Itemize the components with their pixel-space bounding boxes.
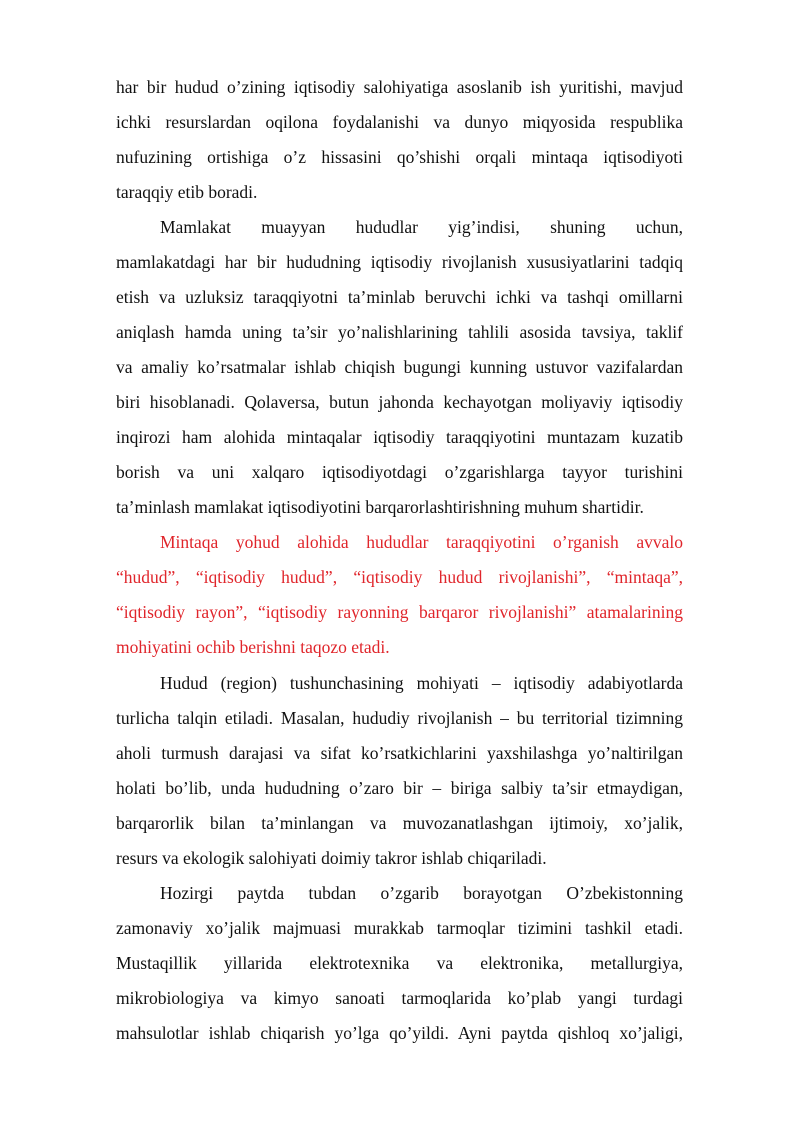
text-line: holati bo’lib, unda hududning o’zaro bir – biriga salbiy ta’sir etmaydigan, (116, 778, 683, 798)
text-line: inqirozi ham alohida mintaqalar iqtisodiy taraqqiyotini muntazam kuzatib (116, 427, 683, 447)
text-line: zamonaviy xo’jalik majmuasi murakkab tarmoqlar tizimini tashkil etadi. (116, 918, 683, 938)
paragraph-start-line: Mamlakat muayyan hududlar yig’indisi, shuning uchun, (160, 217, 683, 237)
text-line: Mustaqillik yillarida elektrotexnika va elektronika, metallurgiya, (116, 953, 683, 973)
paragraph-start-line: Hudud (region) tushunchasining mohiyati – iqtisodiy adabiyotlarda (160, 673, 683, 693)
text-line: mahsulotlar ishlab chiqarish yo’lga qo’yildi. Ayni paytda qishloq xo’jaligi, (116, 1023, 683, 1043)
text-line: mikrobiologiya va kimyo sanoati tarmoqlarida ko’plab yangi turdagi (116, 988, 683, 1008)
highlighted-paragraph-start-line: Mintaqa yohud alohida hududlar taraqqiyotini o’rganish avvalo (160, 532, 683, 552)
text-line: biri hisoblanadi. Qolaversa, butun jahonda kechayotgan moliyaviy iqtisodiy (116, 392, 683, 412)
text-line: aholi turmush darajasi va sifat ko’rsatkichlarini yaxshilashga yo’naltirilgan (116, 743, 683, 763)
text-line: va amaliy ko’rsatmalar ishlab chiqish bugungi kunning ustuvor vazifalardan (116, 357, 683, 377)
text-line: taraqqiy etib boradi. (116, 182, 258, 202)
text-line: resurs va ekologik salohiyati doimiy takror ishlab chiqariladi. (116, 848, 547, 868)
text-line: turlicha talqin etiladi. Masalan, hududiy rivojlanish – bu territorial tizimning (116, 708, 683, 728)
text-line: har bir hudud o’zining iqtisodiy salohiyatiga asoslanib ish yuritishi, mavjud (116, 77, 683, 97)
text-line: aniqlash hamda uning ta’sir yo’nalishlarining tahlili asosida tavsiya, taklif (116, 322, 683, 342)
text-line: barqarorlik bilan ta’minlangan va muvozanatlashgan ijtimoiy, xo’jalik, (116, 813, 683, 833)
highlighted-text-line: “hudud”, “iqtisodiy hudud”, “iqtisodiy hudud rivojlanishi”, “mintaqa”, (116, 567, 683, 587)
paragraph-start-line: Hozirgi paytda tubdan o’zgarib borayotgan O’zbekistonning (160, 883, 683, 903)
text-line: nufuzining ortishiga o’z hissasini qo’shishi orqali mintaqa iqtisodiyoti (116, 147, 683, 167)
highlighted-text-line: “iqtisodiy rayon”, “iqtisodiy rayonning barqaror rivojlanishi” atamalarining (116, 602, 683, 622)
text-line: borish va uni xalqaro iqtisodiyotdagi o’zgarishlarga tayyor turishini (116, 462, 683, 482)
text-line: etish va uzluksiz taraqqiyotni ta’minlab beruvchi ichki va tashqi omillarni (116, 287, 683, 307)
highlighted-text-line: mohiyatini ochib berishni taqozo etadi. (116, 637, 390, 657)
text-line: ichki resurslardan oqilona foydalanishi va dunyo miqyosida respublika (116, 112, 683, 132)
text-line: mamlakatdagi har bir hududning iqtisodiy rivojlanish xususiyatlarini tadqiq (116, 252, 683, 272)
text-line: ta’minlash mamlakat iqtisodiyotini barqarorlashtirishning muhum shartidir. (116, 497, 644, 517)
